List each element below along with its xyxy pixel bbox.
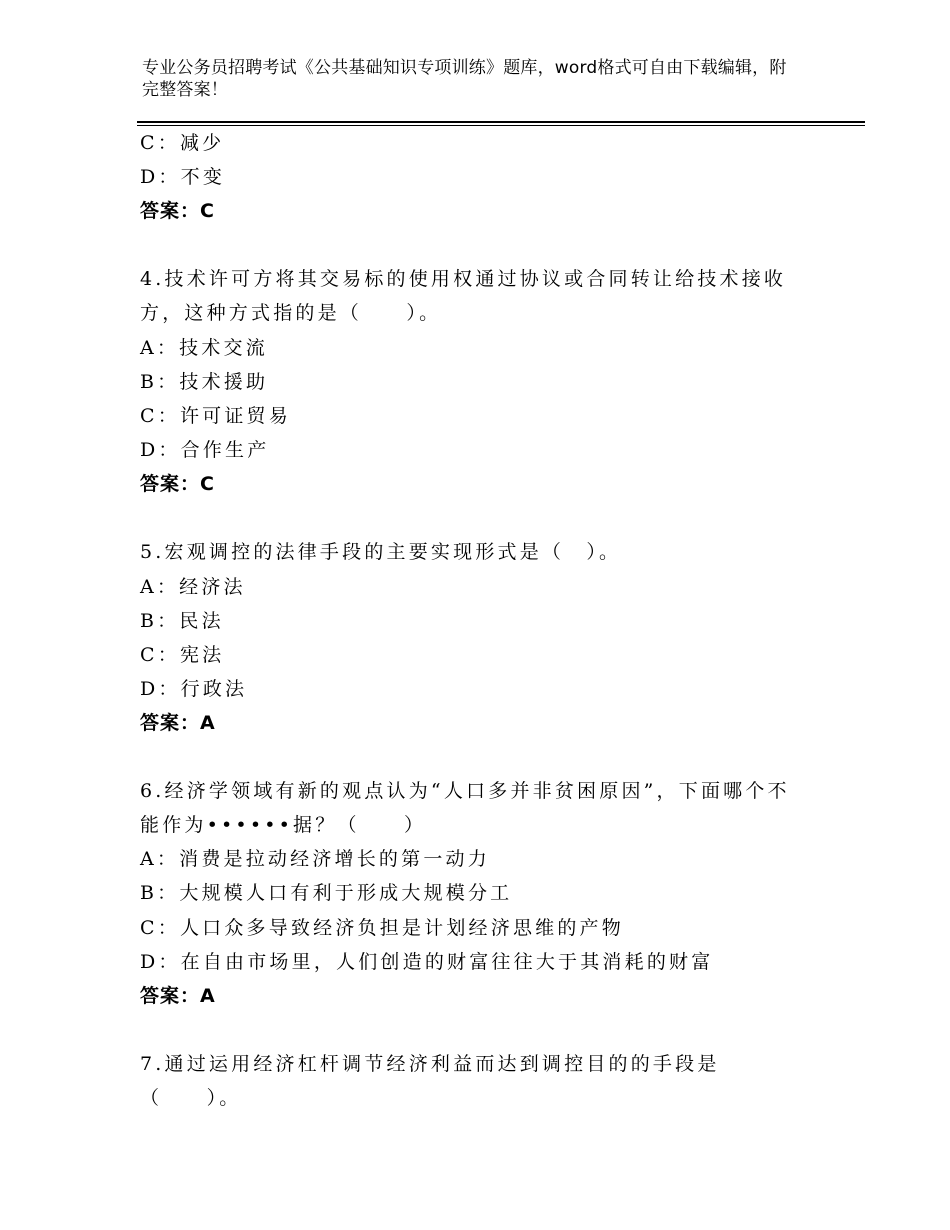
q5-stem-line-1: 5.宏观调控的法律手段的主要实现形式是（ ）。	[140, 541, 622, 563]
q4-stem-line-2: 方，这种方式指的是（ ）。	[140, 302, 442, 324]
header-rule-thick	[137, 121, 865, 123]
q4-stem-line-1: 4.技术许可方将其交易标的使用权通过协议或合同转让给技术接收	[140, 268, 787, 290]
q6-stem-line-2: 能作为••••••据？（ ）	[140, 814, 427, 836]
q6-answer: 答案：A	[140, 985, 216, 1007]
q3-answer: 答案：C	[140, 200, 215, 222]
q4-option-d: D：合作生产	[140, 439, 270, 461]
q6-option-d: D：在自由市场里，人们创造的财富往往大于其消耗的财富	[140, 951, 714, 973]
q7-stem-line-1: 7.通过运用经济杠杆调节经济利益而达到调控目的的手段是	[140, 1053, 720, 1075]
q5-answer: 答案：A	[140, 712, 216, 734]
q4-option-c: C：许可证贸易	[140, 405, 291, 427]
page-header: 专业公务员招聘考试《公共基础知识专项训练》题库，word格式可自由下载编辑，附完整答案！	[142, 58, 787, 100]
q6-option-a: A：消费是拉动经济增长的第一动力	[140, 848, 490, 870]
q5-option-c: C：宪法	[140, 644, 225, 666]
q6-stem-line-1: 6.经济学领域有新的观点认为“人口多并非贫困原因”，下面哪个不	[140, 780, 790, 802]
q5-option-a: A：经济法	[140, 576, 246, 598]
q4-option-b: B：技术援助	[140, 371, 269, 393]
q7-stem-line-2: （ ）。	[140, 1087, 242, 1109]
q5-option-b: B：民法	[140, 610, 224, 632]
q6-option-b: B：大规模人口有利于形成大规模分工	[140, 882, 513, 904]
q6-option-c: C：人口众多导致经济负担是计划经济思维的产物	[140, 917, 624, 939]
q4-option-a: A：技术交流	[140, 337, 268, 359]
header-rule-thin	[137, 125, 865, 126]
q3-option-d: D：不变	[140, 166, 226, 188]
q5-option-d: D：行政法	[140, 678, 248, 700]
q3-option-c: C：减少	[140, 132, 225, 154]
q4-answer: 答案：C	[140, 473, 215, 495]
